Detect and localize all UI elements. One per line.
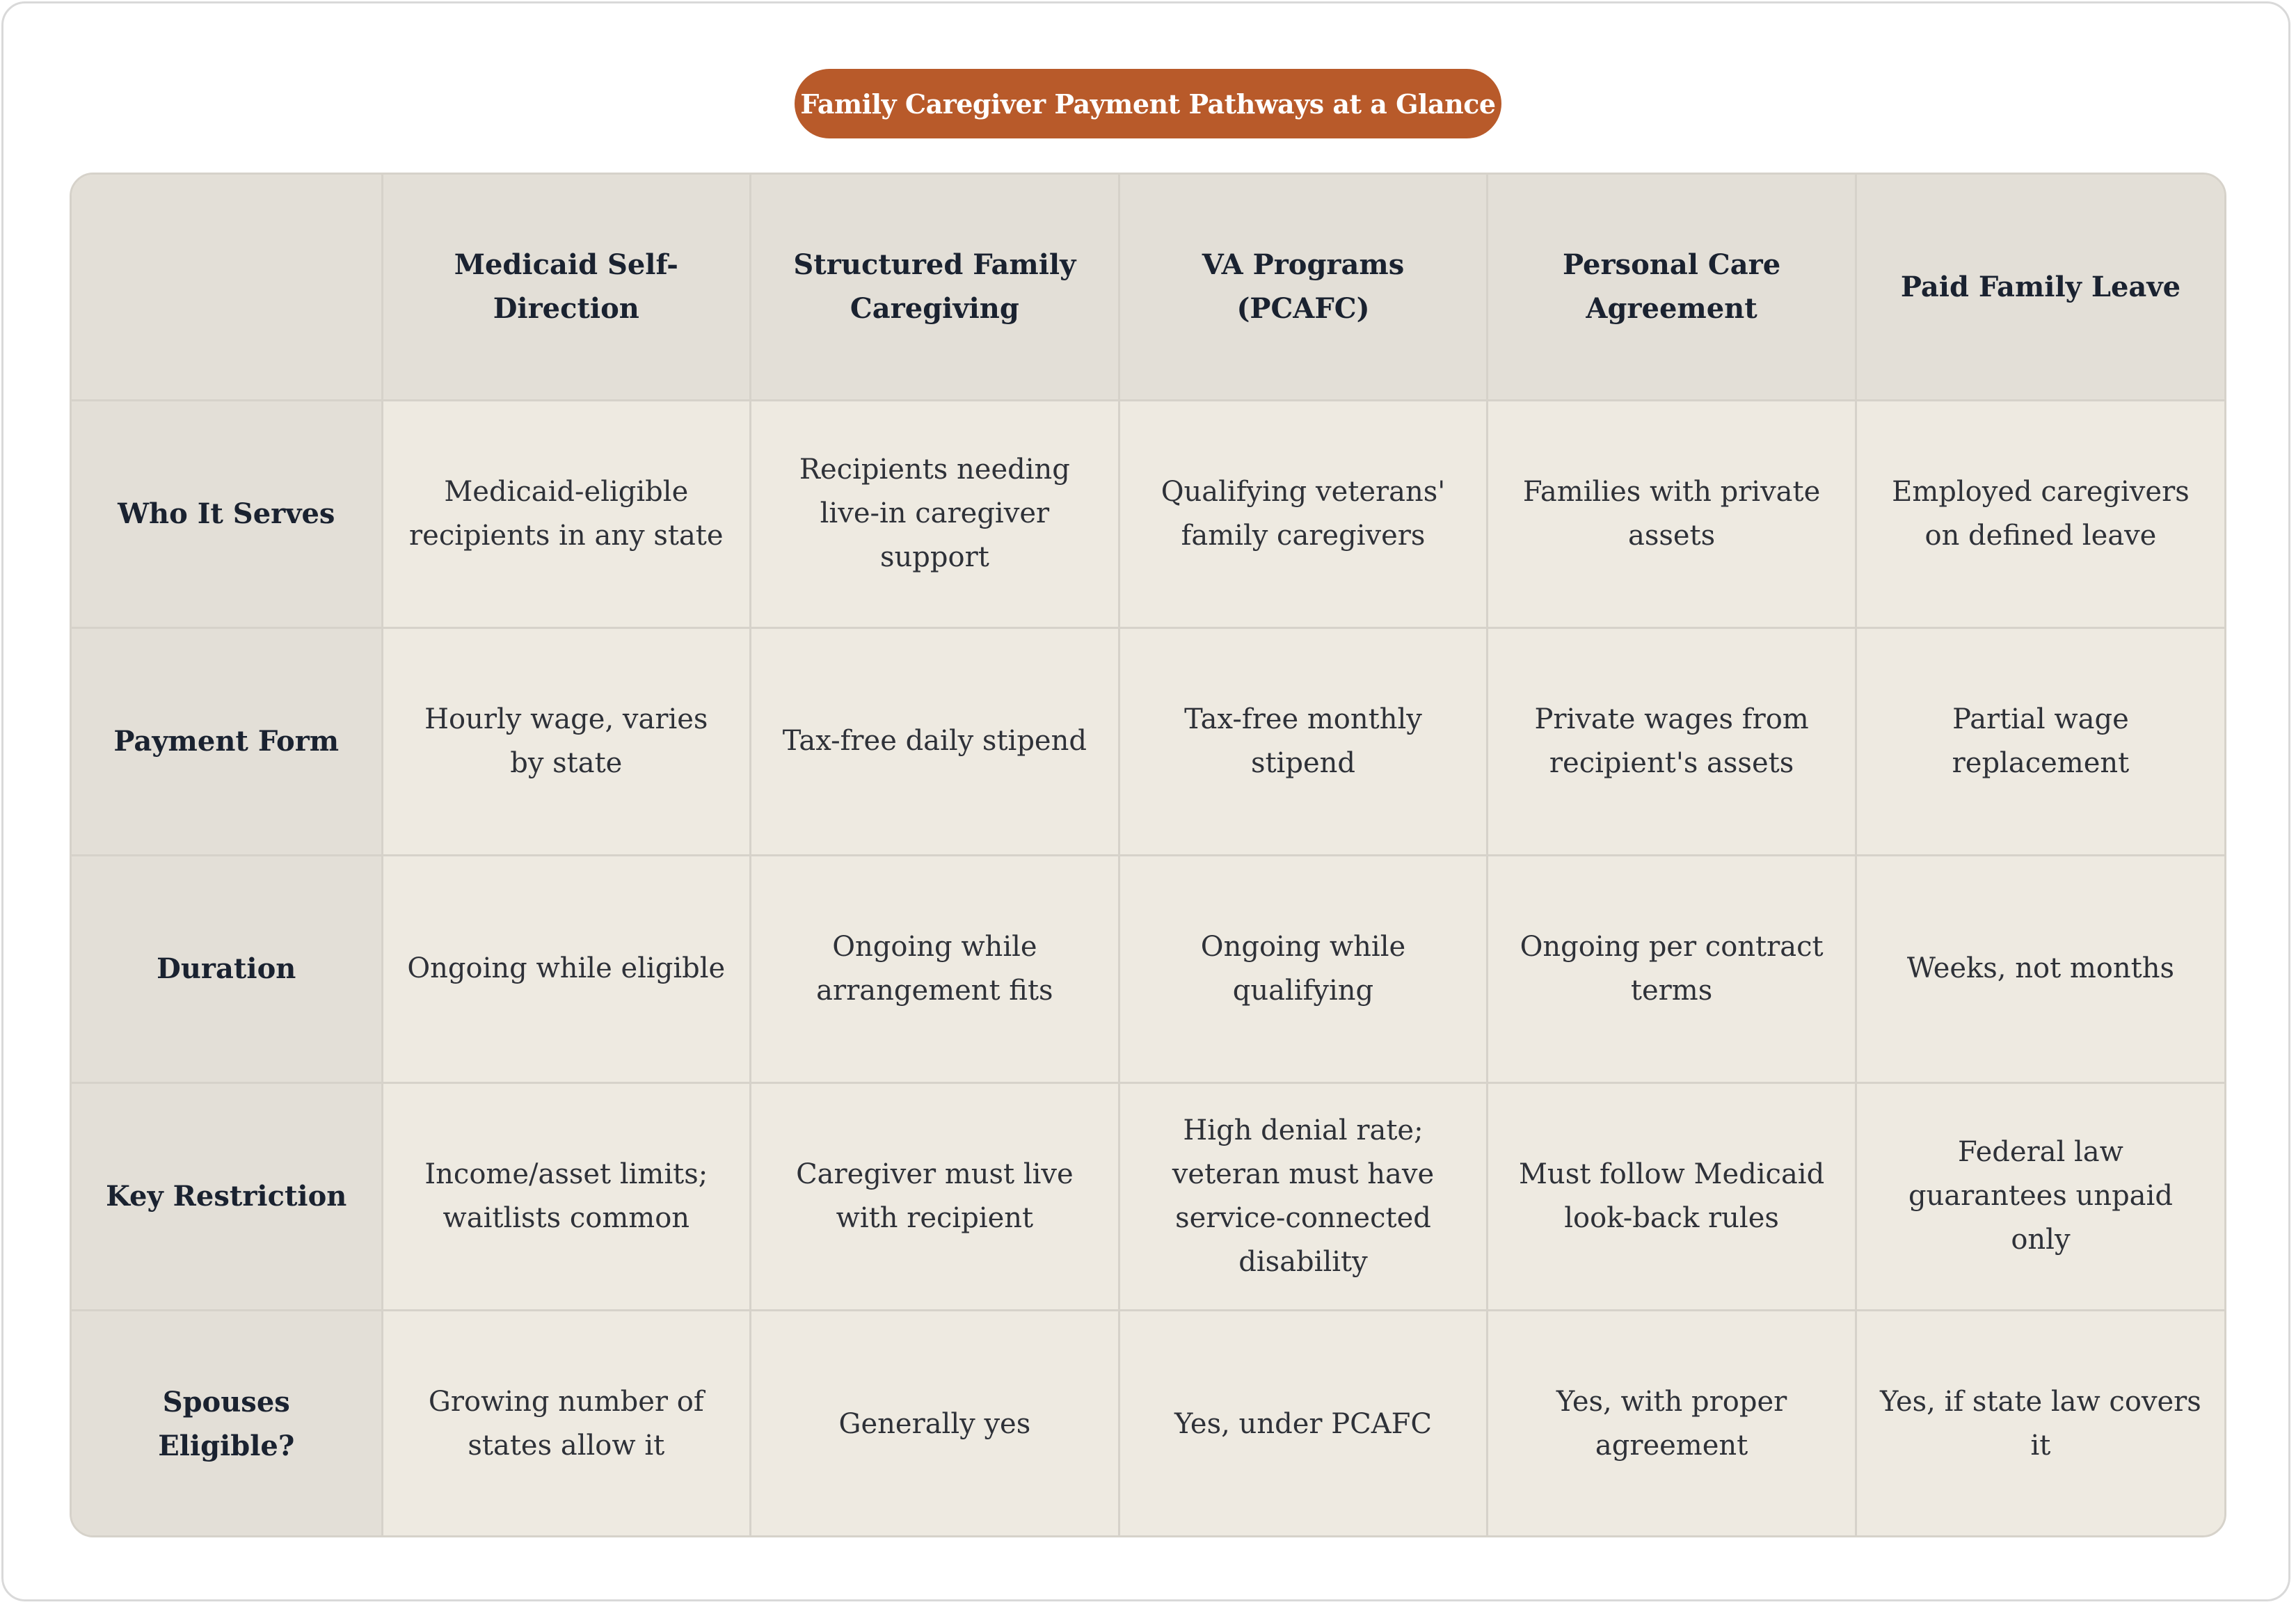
table-cell: Ongoing while arrangement fits	[751, 855, 1119, 1082]
row-header: Spouses Eligible?	[72, 1310, 382, 1537]
column-header: Structured Family Caregiving	[751, 175, 1119, 400]
table-cell: High denial rate; veteran must have service-connected disability	[1119, 1082, 1488, 1310]
corner-cell	[72, 175, 382, 400]
table-cell: Private wages from recipient's assets	[1488, 627, 1856, 855]
row-header: Key Restriction	[72, 1082, 382, 1310]
table-cell: Hourly wage, varies by state	[382, 627, 751, 855]
table-cell: Tax-free monthly stipend	[1119, 627, 1488, 855]
table-cell: Yes, with proper agreement	[1488, 1310, 1856, 1537]
column-header: Medicaid Self-Direction	[382, 175, 751, 400]
table-cell: Yes, under PCAFC	[1119, 1310, 1488, 1537]
column-header: Paid Family Leave	[1856, 175, 2224, 400]
table-cell: Must follow Medicaid look-back rules	[1488, 1082, 1856, 1310]
row-header: Duration	[72, 855, 382, 1082]
table-cell: Weeks, not months	[1856, 855, 2224, 1082]
table-cell: Employed caregivers on defined leave	[1856, 400, 2224, 627]
table-cell: Partial wage replacement	[1856, 627, 2224, 855]
table-row	[72, 1310, 2224, 1537]
row-header: Who It Serves	[72, 400, 382, 627]
table-cell: Ongoing while eligible	[382, 855, 751, 1082]
table-cell: Income/asset limits; waitlists common	[382, 1082, 751, 1310]
table-cell: Growing number of states allow it	[382, 1310, 751, 1537]
table-row	[72, 855, 2224, 1082]
header-row	[72, 175, 2224, 400]
table-row	[72, 400, 2224, 627]
table-cell: Yes, if state law covers it	[1856, 1310, 2224, 1537]
table-cell: Ongoing per contract terms	[1488, 855, 1856, 1082]
table-cell: Generally yes	[751, 1310, 1119, 1537]
table-cell: Medicaid-eligible recipients in any state	[382, 400, 751, 627]
table-row	[72, 1082, 2224, 1310]
row-header: Payment Form	[72, 627, 382, 855]
comparison-table	[70, 173, 2226, 1537]
table-cell: Qualifying veterans' family caregivers	[1119, 400, 1488, 627]
comparison-grid	[72, 175, 2224, 1537]
page-title: Family Caregiver Payment Pathways at a Glance	[795, 69, 1501, 138]
table-cell: Federal law guarantees unpaid only	[1856, 1082, 2224, 1310]
table-cell: Families with private assets	[1488, 400, 1856, 627]
column-header: VA Programs (PCAFC)	[1119, 175, 1488, 400]
column-header: Personal Care Agreement	[1488, 175, 1856, 400]
table-cell: Tax-free daily stipend	[751, 627, 1119, 855]
table-cell: Caregiver must live with recipient	[751, 1082, 1119, 1310]
table-cell: Recipients needing live-in caregiver support	[751, 400, 1119, 627]
table-cell: Ongoing while qualifying	[1119, 855, 1488, 1082]
table-row	[72, 627, 2224, 855]
